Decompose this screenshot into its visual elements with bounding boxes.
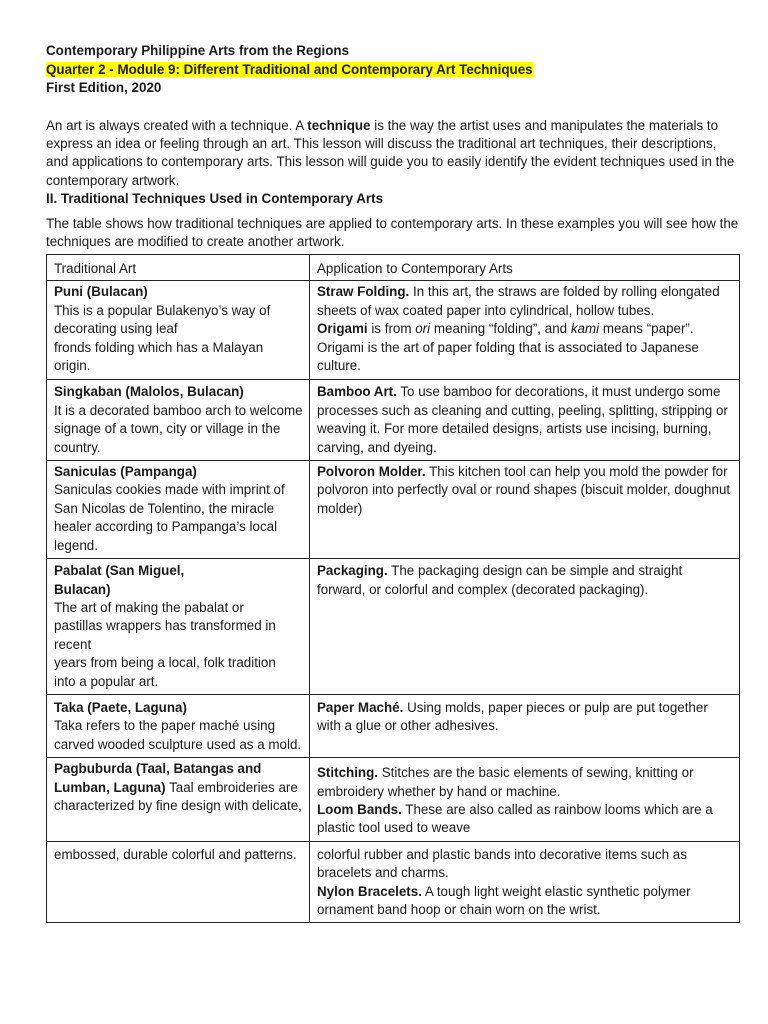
table-row	[47, 380, 740, 461]
header-traditional-art: Traditional Art	[47, 255, 310, 281]
application-title: Stitching.	[317, 765, 378, 781]
technique-term: technique	[307, 117, 371, 133]
application-title: Origami	[317, 321, 368, 337]
traditional-cell: Pagbuburda (Taal, Batangas and Lumban, Laguna) Taal embroideries are characterized by fine design with delicate,	[47, 758, 310, 842]
application-cell: colorful rubber and plastic bands into decorative items such as bracelets and charms. Nylon Bracelets. A tough light weight elastic synthetic polymer ornament band hoop or chain worn on the wrist.	[310, 841, 740, 923]
application-title: Polvoron Molder.	[317, 464, 426, 480]
application-title: Bamboo Art.	[317, 384, 397, 400]
traditional-title: Puni (Bulacan)	[54, 284, 148, 300]
application-title: Paper Maché.	[317, 699, 404, 715]
table-row	[47, 841, 740, 923]
traditional-title: Singkaban (Malolos, Bulacan)	[54, 384, 244, 400]
application-cell: Straw Folding. In this art, the straws are folded by rolling elongated sheets of wax coated paper into cylindrical, hollow tubes. Origami is from ori meaning “folding”, and kami means “paper”. Origami is the art of paper folding that is associated to Japanese culture.	[310, 281, 740, 380]
application-title: Nylon Bracelets.	[317, 883, 422, 899]
course-title: Contemporary Philippine Arts from the Regions	[46, 43, 350, 58]
application-title: Packaging.	[317, 563, 388, 579]
application-title: Straw Folding.	[317, 284, 410, 300]
table-row	[47, 461, 740, 559]
traditional-title: Saniculas (Pampanga)	[54, 464, 197, 480]
application-title: Loom Bands.	[317, 801, 402, 817]
traditional-cell: embossed, durable colorful and patterns.	[47, 841, 310, 923]
traditional-cell: Puni (Bulacan) This is a popular Bulakenyo’s way of decorating using leaf fronds folding which has a Malayan origin.	[47, 281, 310, 380]
module-title	[46, 61, 740, 80]
traditional-title: Taka (Paete, Laguna)	[54, 699, 187, 715]
edition: First Edition, 2020	[46, 80, 162, 95]
traditional-cell: Singkaban (Malolos, Bulacan) It is a decorated bamboo arch to welcome signage of a town, city or village in the country.	[47, 380, 310, 461]
document-page	[46, 42, 740, 251]
traditional-title: Pabalat (San Miguel,	[54, 563, 185, 579]
intro-paragraph: An art is always created with a technique. A technique is the way the artist uses and manipulates the materials to express an idea or feeling through an art. This lesson will discuss the traditional art techniques, their descriptions, and applications to contemporary arts. This lesson will guide you to easily identify the evident techniques used in the contemporary artwork.	[46, 117, 735, 188]
traditional-cell: Pabalat (San Miguel, Bulacan) The art of making the pabalat or pastillas wrappers has transformed in recent years from being a local, folk tradition into a popular art.	[47, 559, 310, 695]
table-row	[47, 758, 740, 842]
application-cell: Paper Maché. Using molds, paper pieces or pulp are put together with a glue or other adhesives.	[310, 694, 740, 757]
table-header-row	[47, 255, 740, 281]
traditional-title: Bulacan)	[54, 581, 111, 597]
traditional-cell: Saniculas (Pampanga) Saniculas cookies made with imprint of San Nicolas de Tolentino, the miracle healer according to Pampanga’s local legend.	[47, 461, 310, 559]
application-cell: Polvoron Molder. This kitchen tool can help you mold the powder for polvoron into perfectly oval or round shapes (biscuit molder, doughnut molder)	[310, 461, 740, 559]
table-row	[47, 694, 740, 757]
techniques-table	[46, 254, 740, 923]
header-application: Application to Contemporary Arts	[310, 255, 740, 281]
application-cell: Packaging. The packaging design can be simple and straight forward, or colorful and complex (decorated packaging).	[310, 559, 740, 695]
traditional-cell: Taka (Paete, Laguna) Taka refers to the paper maché using carved wooded sculpture used as a mold.	[47, 694, 310, 757]
application-cell: Bamboo Art. To use bamboo for decorations, it must undergo some processes such as cleaning and cutting, peeling, splitting, stripping or weaving it. For more detailed designs, artists use incising, burning, carving, and dyeing.	[310, 380, 740, 461]
application-cell: Stitching. Stitches are the basic elements of sewing, knitting or embroidery whether by hand or machine. Loom Bands. These are also called as rainbow looms which are a plastic tool used to weave	[310, 758, 740, 842]
traditional-title: Pagbuburda (Taal, Batangas and Lumban, Laguna)	[54, 761, 262, 795]
table-row	[47, 281, 740, 380]
module-title-highlight: Quarter 2 - Module 9: Different Traditional and Contemporary Art Techniques	[46, 61, 533, 77]
table-intro-paragraph: The table shows how traditional techniques are applied to contemporary arts. In these examples you will see how the techniques are modified to create another artwork.	[46, 215, 739, 249]
table-row	[47, 559, 740, 695]
section-heading: II. Traditional Techniques Used in Contemporary Arts	[46, 191, 384, 207]
